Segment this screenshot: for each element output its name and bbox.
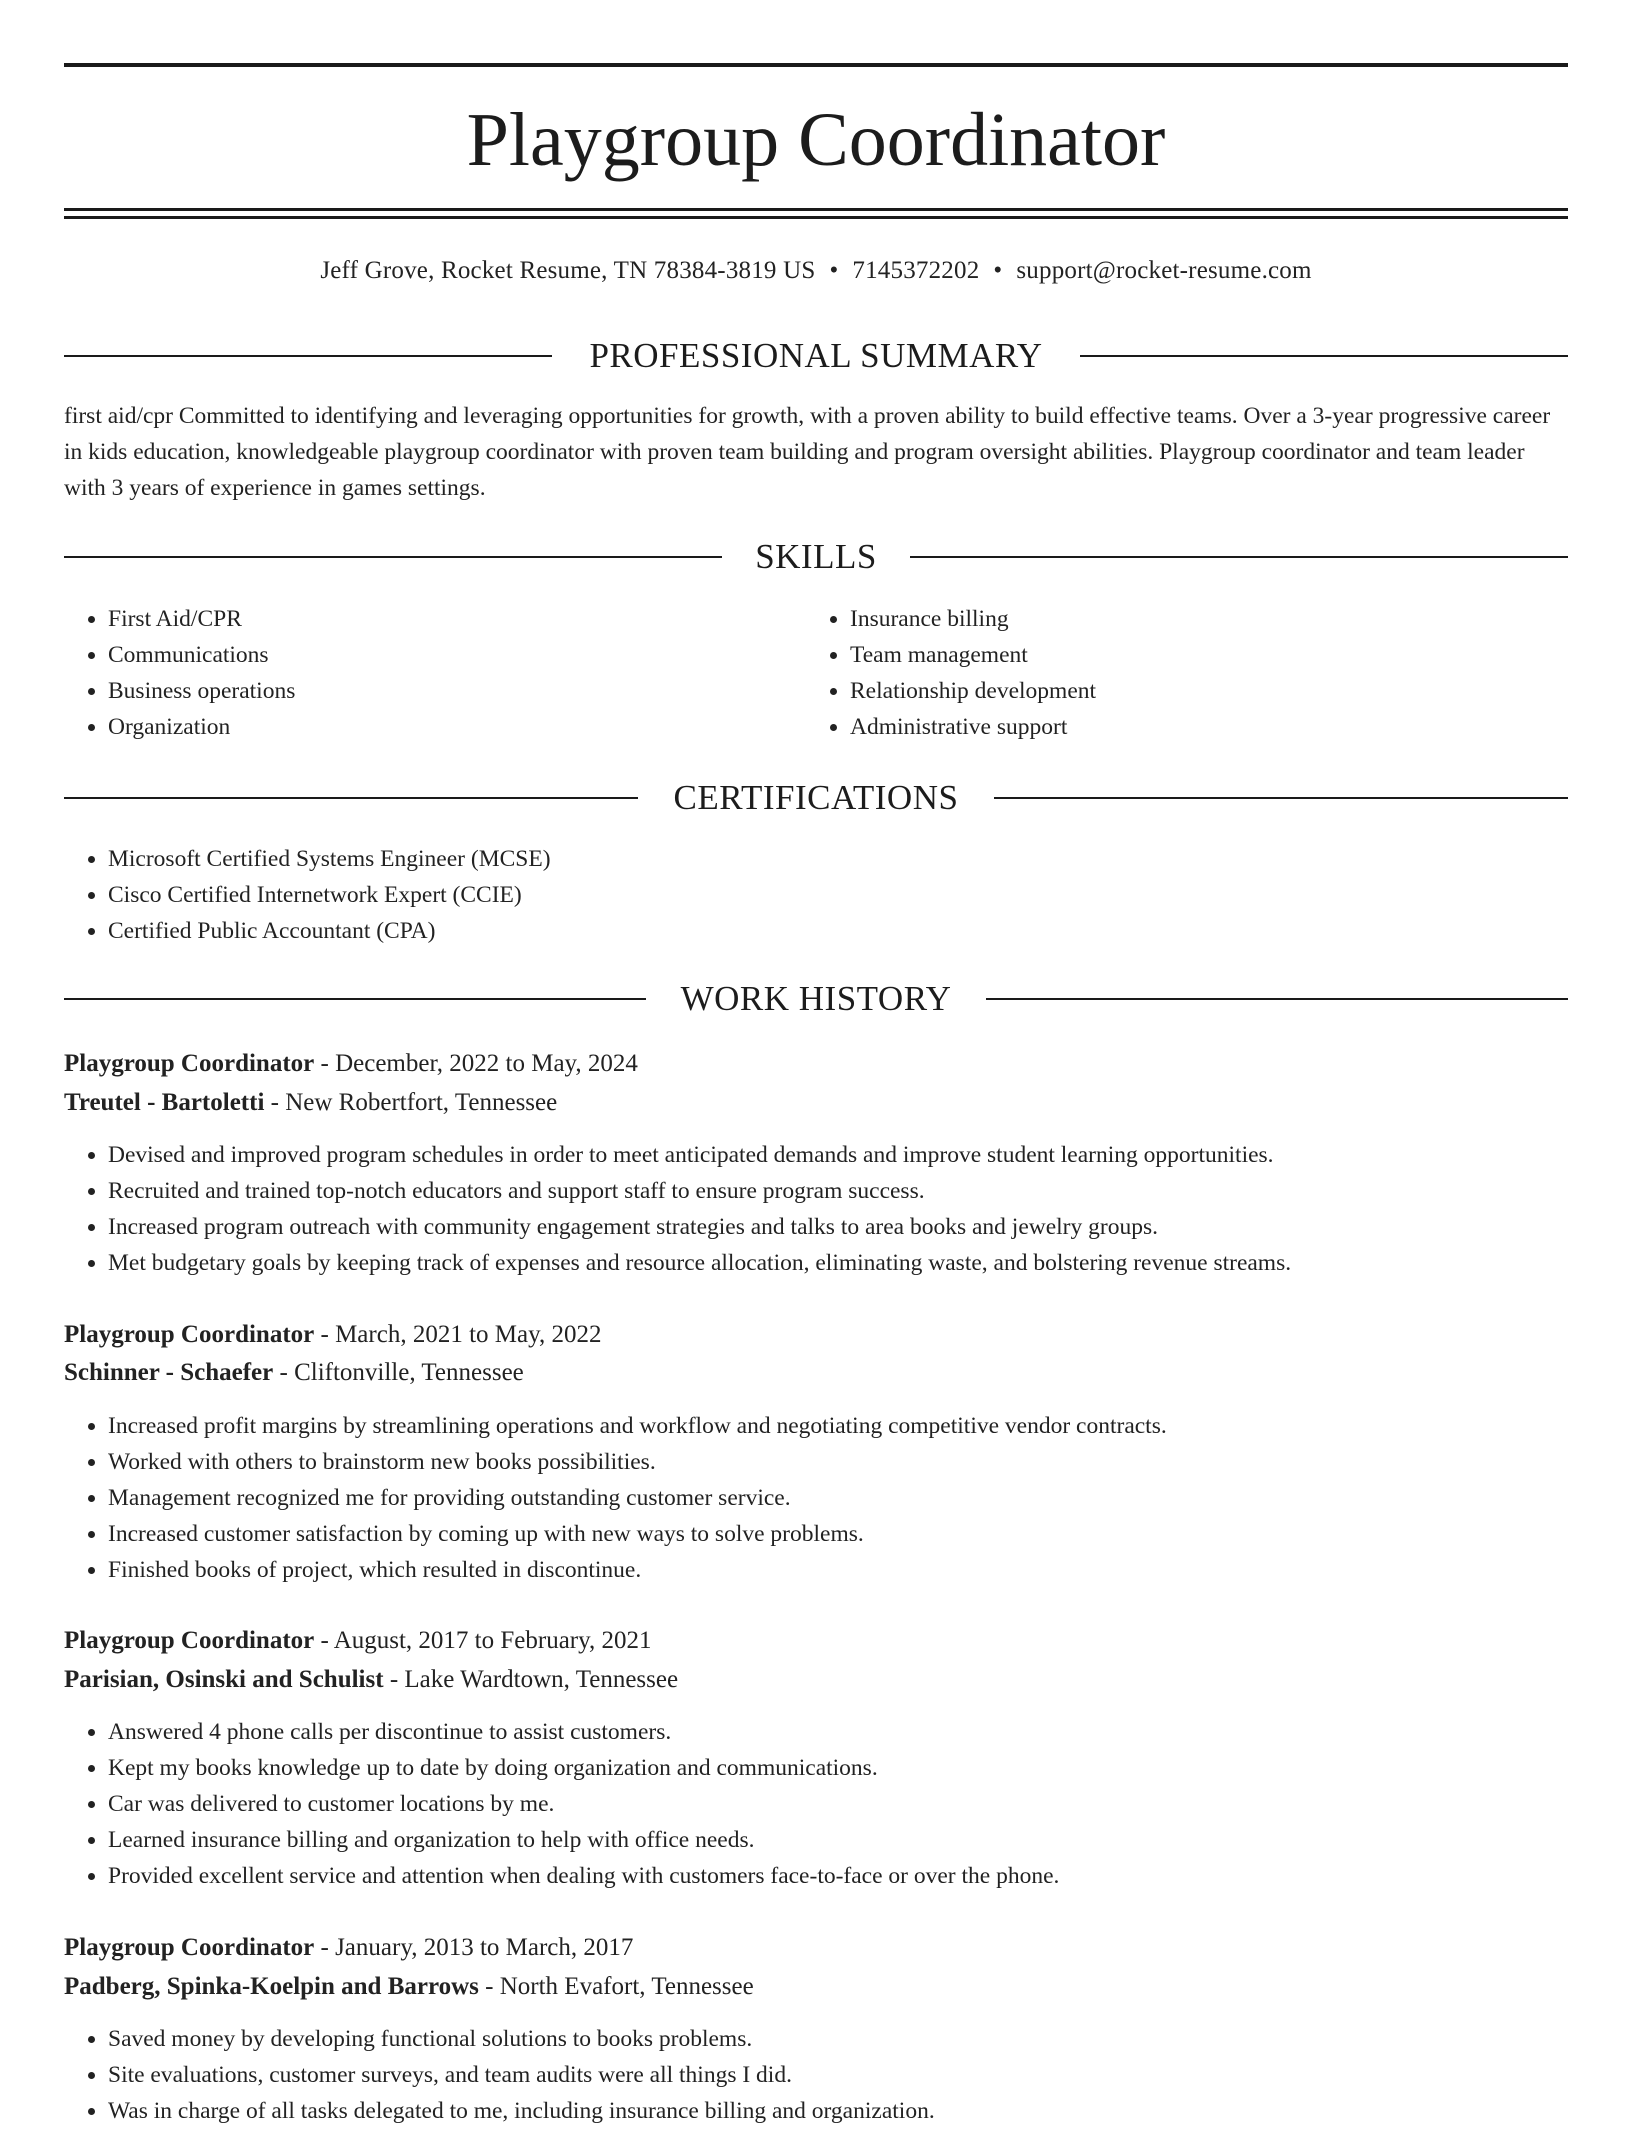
job-title-line — [64, 1046, 1568, 1082]
job-title: Playgroup Coordinator — [64, 1627, 315, 1654]
job-bullet: • Increased program outreach with community engagement strategies and talks to area books and jewelry groups. — [108, 1209, 1568, 1245]
job-company-line — [64, 1085, 1568, 1121]
certifications-heading-label: CERTIFICATIONS — [673, 778, 959, 817]
job-bullets — [64, 1408, 1568, 1588]
job-bullet: • Met budgetary goals by keeping track of expenses and resource allocation, eliminating waste, and bolstering revenue streams. — [108, 1245, 1568, 1281]
skill-item: • Communications — [108, 637, 808, 673]
job-bullet: • Recruited and trained top-notch educators and support staff to ensure program success. — [108, 1173, 1568, 1209]
job-bullet: • Worked with others to brainstorm new books possibilities. — [108, 1444, 1568, 1480]
certifications-list — [64, 841, 1548, 949]
contact-phone: 7145372202 — [852, 257, 980, 284]
title-rule-upper — [64, 208, 1568, 211]
heading-rule — [1080, 355, 1568, 357]
skills-list-left — [64, 601, 808, 745]
job-bullet: • Was in charge of all tasks delegated to me, including insurance billing and organization. — [108, 2093, 1568, 2129]
heading-rule — [910, 556, 1568, 558]
contact-email: support@rocket-resume.com — [1016, 257, 1312, 284]
skill-item: • Insurance billing — [850, 601, 1550, 637]
heading-rule — [994, 797, 1568, 799]
skill-item: • First Aid/CPR — [108, 601, 808, 637]
job-bullet: • Site evaluations, customer surveys, and team audits were all things I did. — [108, 2057, 1568, 2093]
skill-item: • Relationship development — [850, 673, 1550, 709]
skills-heading-label: SKILLS — [755, 537, 877, 576]
job-bullet: • Saved money by developing functional solutions to books problems. — [108, 2021, 1568, 2057]
job-company-line — [64, 1355, 1568, 1391]
job-title-line — [64, 1623, 1568, 1659]
job-location: - North Evafort, Tennessee — [478, 1973, 754, 2000]
job-location: - Cliftonville, Tennessee — [273, 1359, 524, 1386]
job-bullet: • Kept my books knowledge up to date by doing organization and communications. — [108, 1750, 1568, 1786]
job-dates: - January, 2013 to March, 2017 — [314, 1934, 634, 1961]
job-dates: - August, 2017 to February, 2021 — [314, 1627, 652, 1654]
contact-separator: • — [993, 257, 1003, 284]
job-company: Schinner - Schaefer — [64, 1359, 274, 1386]
contact-line — [64, 254, 1568, 288]
work-history-heading-label: WORK HISTORY — [680, 979, 952, 1018]
certifications-heading — [64, 776, 1568, 820]
job-title: Playgroup Coordinator — [64, 1050, 315, 1077]
job-bullet: • Finished books of project, which resulted in discontinue. — [108, 1552, 1568, 1588]
job-title: Playgroup Coordinator — [64, 1321, 315, 1348]
summary-text: first aid/cpr Committed to identifying and leveraging opportunities for growth, with a proven ability to build effective teams. Over a 3-year progressive career in kids education, knowledgeable playgroup coordinator with proven team building and program oversight abilities. Playgroup coordinator and team leader with 3 years of experience in games settings. — [64, 403, 1551, 501]
skill-item: • Organization — [108, 709, 808, 745]
job-location: - Lake Wardtown, Tennessee — [383, 1666, 679, 1693]
job-bullet: • Increased profit margins by streamlining operations and workflow and negotiating competitive vendor contracts. — [108, 1408, 1568, 1444]
job-company-line — [64, 1969, 1568, 2005]
job-dates: - March, 2021 to May, 2022 — [314, 1321, 602, 1348]
skill-item: • Administrative support — [850, 709, 1550, 745]
skill-item: • Business operations — [108, 673, 808, 709]
contact-separator: • — [829, 257, 839, 284]
contact-address: Jeff Grove, Rocket Resume, TN 78384-3819 US — [320, 257, 816, 284]
job-company: Parisian, Osinski and Schulist — [64, 1666, 384, 1693]
job-company: Padberg, Spinka-Koelpin and Barrows — [64, 1973, 479, 2000]
job-bullet: • Devised and improved program schedules in order to meet anticipated demands and improve student learning opportunities. — [108, 1137, 1568, 1173]
heading-rule — [986, 998, 1568, 1000]
job-bullets — [64, 2021, 1568, 2129]
job-title: Playgroup Coordinator — [64, 1934, 315, 1961]
job-dates: - December, 2022 to May, 2024 — [314, 1050, 638, 1077]
summary-heading-label: PROFESSIONAL SUMMARY — [589, 336, 1043, 375]
work-history-heading — [64, 977, 1568, 1021]
certification-item: • Microsoft Certified Systems Engineer (MCSE) — [108, 841, 1548, 877]
job-title-line — [64, 1930, 1568, 1966]
top-rule — [64, 63, 1568, 67]
job-bullet: • Increased customer satisfaction by coming up with new ways to solve problems. — [108, 1516, 1568, 1552]
job-bullet: • Answered 4 phone calls per discontinue to assist customers. — [108, 1714, 1568, 1750]
job-title-line — [64, 1317, 1568, 1353]
job-bullet: • Learned insurance billing and organization to help with office needs. — [108, 1822, 1568, 1858]
skill-item: • Team management — [850, 637, 1550, 673]
job-bullets — [64, 1714, 1568, 1894]
job-bullet: • Provided excellent service and attention when dealing with customers face-to-face or over the phone. — [108, 1858, 1568, 1894]
skills-list-right — [806, 601, 1550, 745]
resume-title: Playgroup Coordinator — [466, 98, 1166, 182]
certification-item: • Cisco Certified Internetwork Expert (CCIE) — [108, 877, 1548, 913]
job-company: Treutel - Bartoletti — [64, 1089, 265, 1116]
job-bullets — [64, 1137, 1568, 1281]
skills-heading — [64, 535, 1568, 579]
job-location: - New Robertfort, Tennessee — [264, 1089, 558, 1116]
certification-item: • Certified Public Accountant (CPA) — [108, 913, 1548, 949]
title-rule-lower — [64, 216, 1568, 219]
summary-heading — [64, 334, 1568, 378]
job-bullet: • Car was delivered to customer locations by me. — [108, 1786, 1568, 1822]
job-company-line — [64, 1662, 1568, 1698]
job-bullet: • Management recognized me for providing outstanding customer service. — [108, 1480, 1568, 1516]
